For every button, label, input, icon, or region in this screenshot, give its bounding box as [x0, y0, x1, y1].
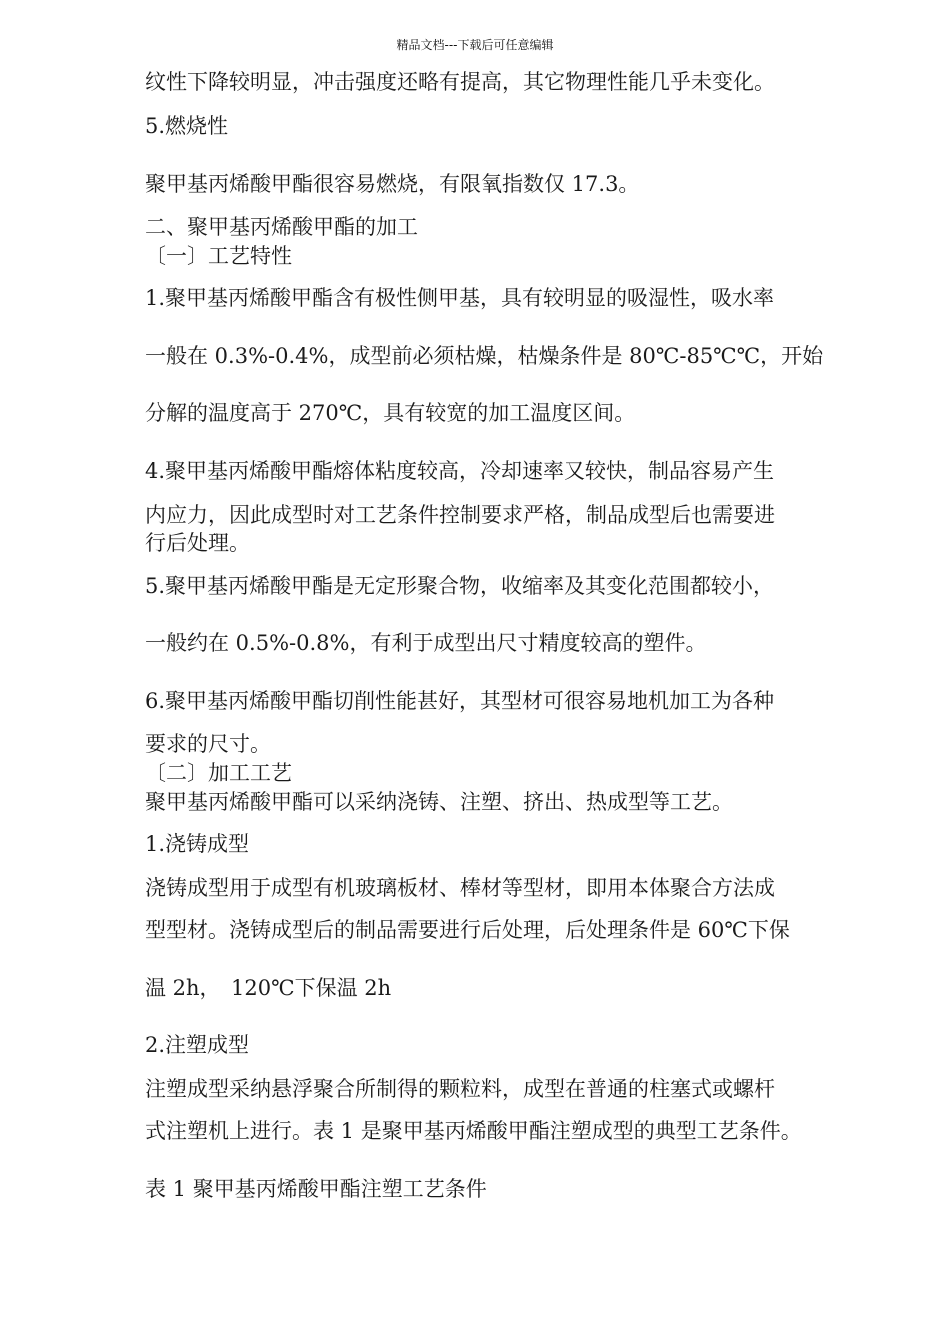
text-line: 行后处理。 [145, 531, 250, 555]
text-line: 要求的尺寸。 [145, 732, 271, 756]
text-line: 5.聚甲基丙烯酸甲酯是无定形聚合物，收缩率及其变化范围都较小， [145, 574, 775, 598]
section-heading-casting: 1.浇铸成型 [145, 832, 250, 856]
text-line: 型型材。浇铸成型后的制品需要进行后处理，后处理条件是 60℃下保 [145, 918, 790, 942]
text-line: 一般约在 0.5%-0.8%，有利于成型出尺寸精度较高的塑件。 [145, 631, 707, 655]
text-line: 分解的温度高于 270℃，具有较宽的加工温度区间。 [145, 401, 636, 425]
text-line: 1.聚甲基丙烯酸甲酯含有极性侧甲基，具有较明显的吸湿性，吸水率 [145, 286, 775, 310]
page-header: 精品文档---下载后可任意编辑 [396, 38, 554, 52]
table-caption: 表 1 聚甲基丙烯酸甲酯注塑工艺条件 [145, 1177, 487, 1201]
subsection-heading-techniques: 〔二〕加工工艺 [145, 761, 292, 785]
text-line: 式注塑机上进行。表 1 是聚甲基丙烯酸甲酯注塑成型的典型工艺条件。 [145, 1119, 802, 1143]
text-line: 纹性下降较明显，冲击强度还略有提高，其它物理性能几乎未变化。 [145, 70, 775, 94]
text-line: 浇铸成型用于成型有机玻璃板材、棒材等型材，即用本体聚合方法成 [145, 876, 775, 900]
section-heading-flammability: 5.燃烧性 [145, 114, 229, 138]
text-line: 一般在 0.3%-0.4%，成型前必须枯燥，枯燥条件是 80℃-85℃℃，开始 [145, 344, 824, 368]
text-line: 4.聚甲基丙烯酸甲酯熔体粘度较高，冷却速率又较快，制品容易产生 [145, 459, 775, 483]
text-line: 聚甲基丙烯酸甲酯可以采纳浇铸、注塑、挤出、热成型等工艺。 [145, 790, 733, 814]
text-line: 内应力，因此成型时对工艺条件控制要求严格，制品成型后也需要进 [145, 503, 775, 527]
subsection-heading-properties: 〔一〕工艺特性 [145, 244, 292, 268]
text-line: 6.聚甲基丙烯酸甲酯切削性能甚好，其型材可很容易地机加工为各种 [145, 689, 775, 713]
text-line: 温 2h， 120℃下保温 2h [145, 976, 392, 1000]
section-heading-injection: 2.注塑成型 [145, 1033, 250, 1057]
text-line: 注塑成型采纳悬浮聚合所制得的颗粒料，成型在普通的柱塞式或螺杆 [145, 1077, 775, 1101]
section-heading-processing: 二、聚甲基丙烯酸甲酯的加工 [145, 215, 418, 239]
text-line: 聚甲基丙烯酸甲酯很容易燃烧，有限氧指数仅 17.3。 [145, 172, 640, 196]
